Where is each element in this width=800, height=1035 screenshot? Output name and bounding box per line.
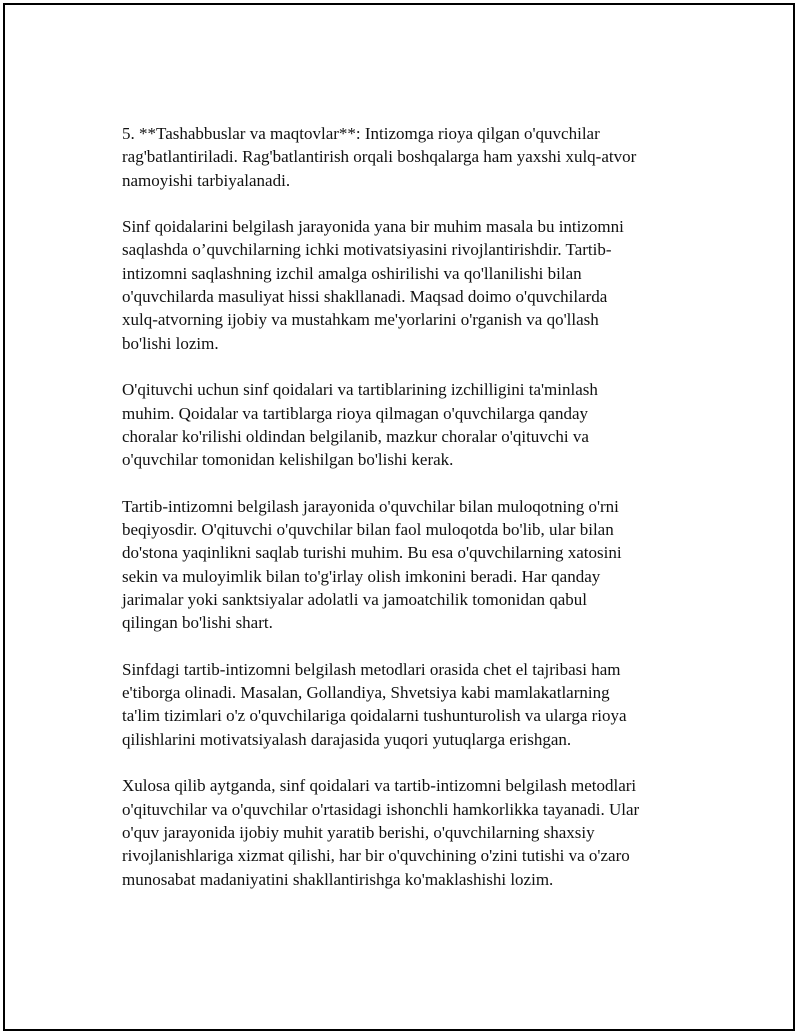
paragraph-communication: Tartib-intizomni belgilash jarayonida o'quvchilar bilan muloqotning o'rni beqiyosdir. O'qituvchi o'quvchilar bilan faol muloqotda bo'lib, ular bilan do'stona yaqinlikni saqlab turishi muhim. Bu esa o'quvchilarning xatosini sekin va muloyimlik bilan to'g'irlay olish imkonini beradi. Har qanday jarimalar yoki sanktsiyalar adolatli va jamoatchilik tomonidan qabul qilingan bo'lishi shart. [122, 496, 622, 633]
paragraph-consistency: O'qituvchi uchun sinf qoidalari va tartiblarining izchilligini ta'minlash muhim. Qoidalar va tartiblarga rioya qilmagan o'quvchilarga qanday choralar ko'rilishi oldindan belgilanib, mazkur choralar o'qituvchi va o'quvchilar tomonidan kelishilgan bo'lishi kerak. [122, 380, 598, 470]
document-body [122, 122, 692, 914]
paragraph-conclusion: Xulosa qilib aytganda, sinf qoidalari va tartib-intizomni belgilash metodlari o'qituvchilar va o'quvchilar o'rtasidagi ishonchli hamkorlikka tayanadi. Ular o'quv jarayonida ijobiy muhit yaratib berishi, o'quvchilarning shaxsiy rivojlanishlariga xizmat qilishi, har bir o'quvchining o'zini tutishi va o'zaro munosabat madaniyatini shakllantirishga ko'maklashishi lozim. [122, 776, 640, 889]
paragraph-foreign-experience: Sinfdagi tartib-intizomni belgilash metodlari orasida chet el tajribasi ham e'tiborga olinadi. Masalan, Gollandiya, Shvetsiya kabi mamlakatlarning ta'lim tizimlari o'z o'quvchilariga qoidalarni tushunturolish va ularga rioya qilishlarini motivatsiyalash darajasida yuqori yutuqlarga erishgan. [122, 659, 627, 749]
page-frame [3, 3, 795, 1031]
paragraph-internal-motivation: Sinf qoidalarini belgilash jarayonida yana bir muhim masala bu intizomni saqlashda o’quvchilarning ichki motivatsiyasini rivojlantirishdir. Tartib- intizomni saqlashning izchil amalga oshirilishi va qo'llanilishi bilan o'quvchilarda masuliyat hissi shakllanadi. Maqsad doimo o'quvchilarda xulq-atvorning ijobiy va mustahkam me'yorlarini o'rganish va qo'llash bo'lishi lozim. [122, 217, 624, 353]
paragraph-incentives: 5. **Tashabbuslar va maqtovlar**: Intizomga rioya qilgan o'quvchilar rag'batlantiriladi. Rag'batlantirish orqali boshqalarga ham yaxshi xulq-atvor namoyishi tarbiyalanadi. [122, 124, 637, 190]
